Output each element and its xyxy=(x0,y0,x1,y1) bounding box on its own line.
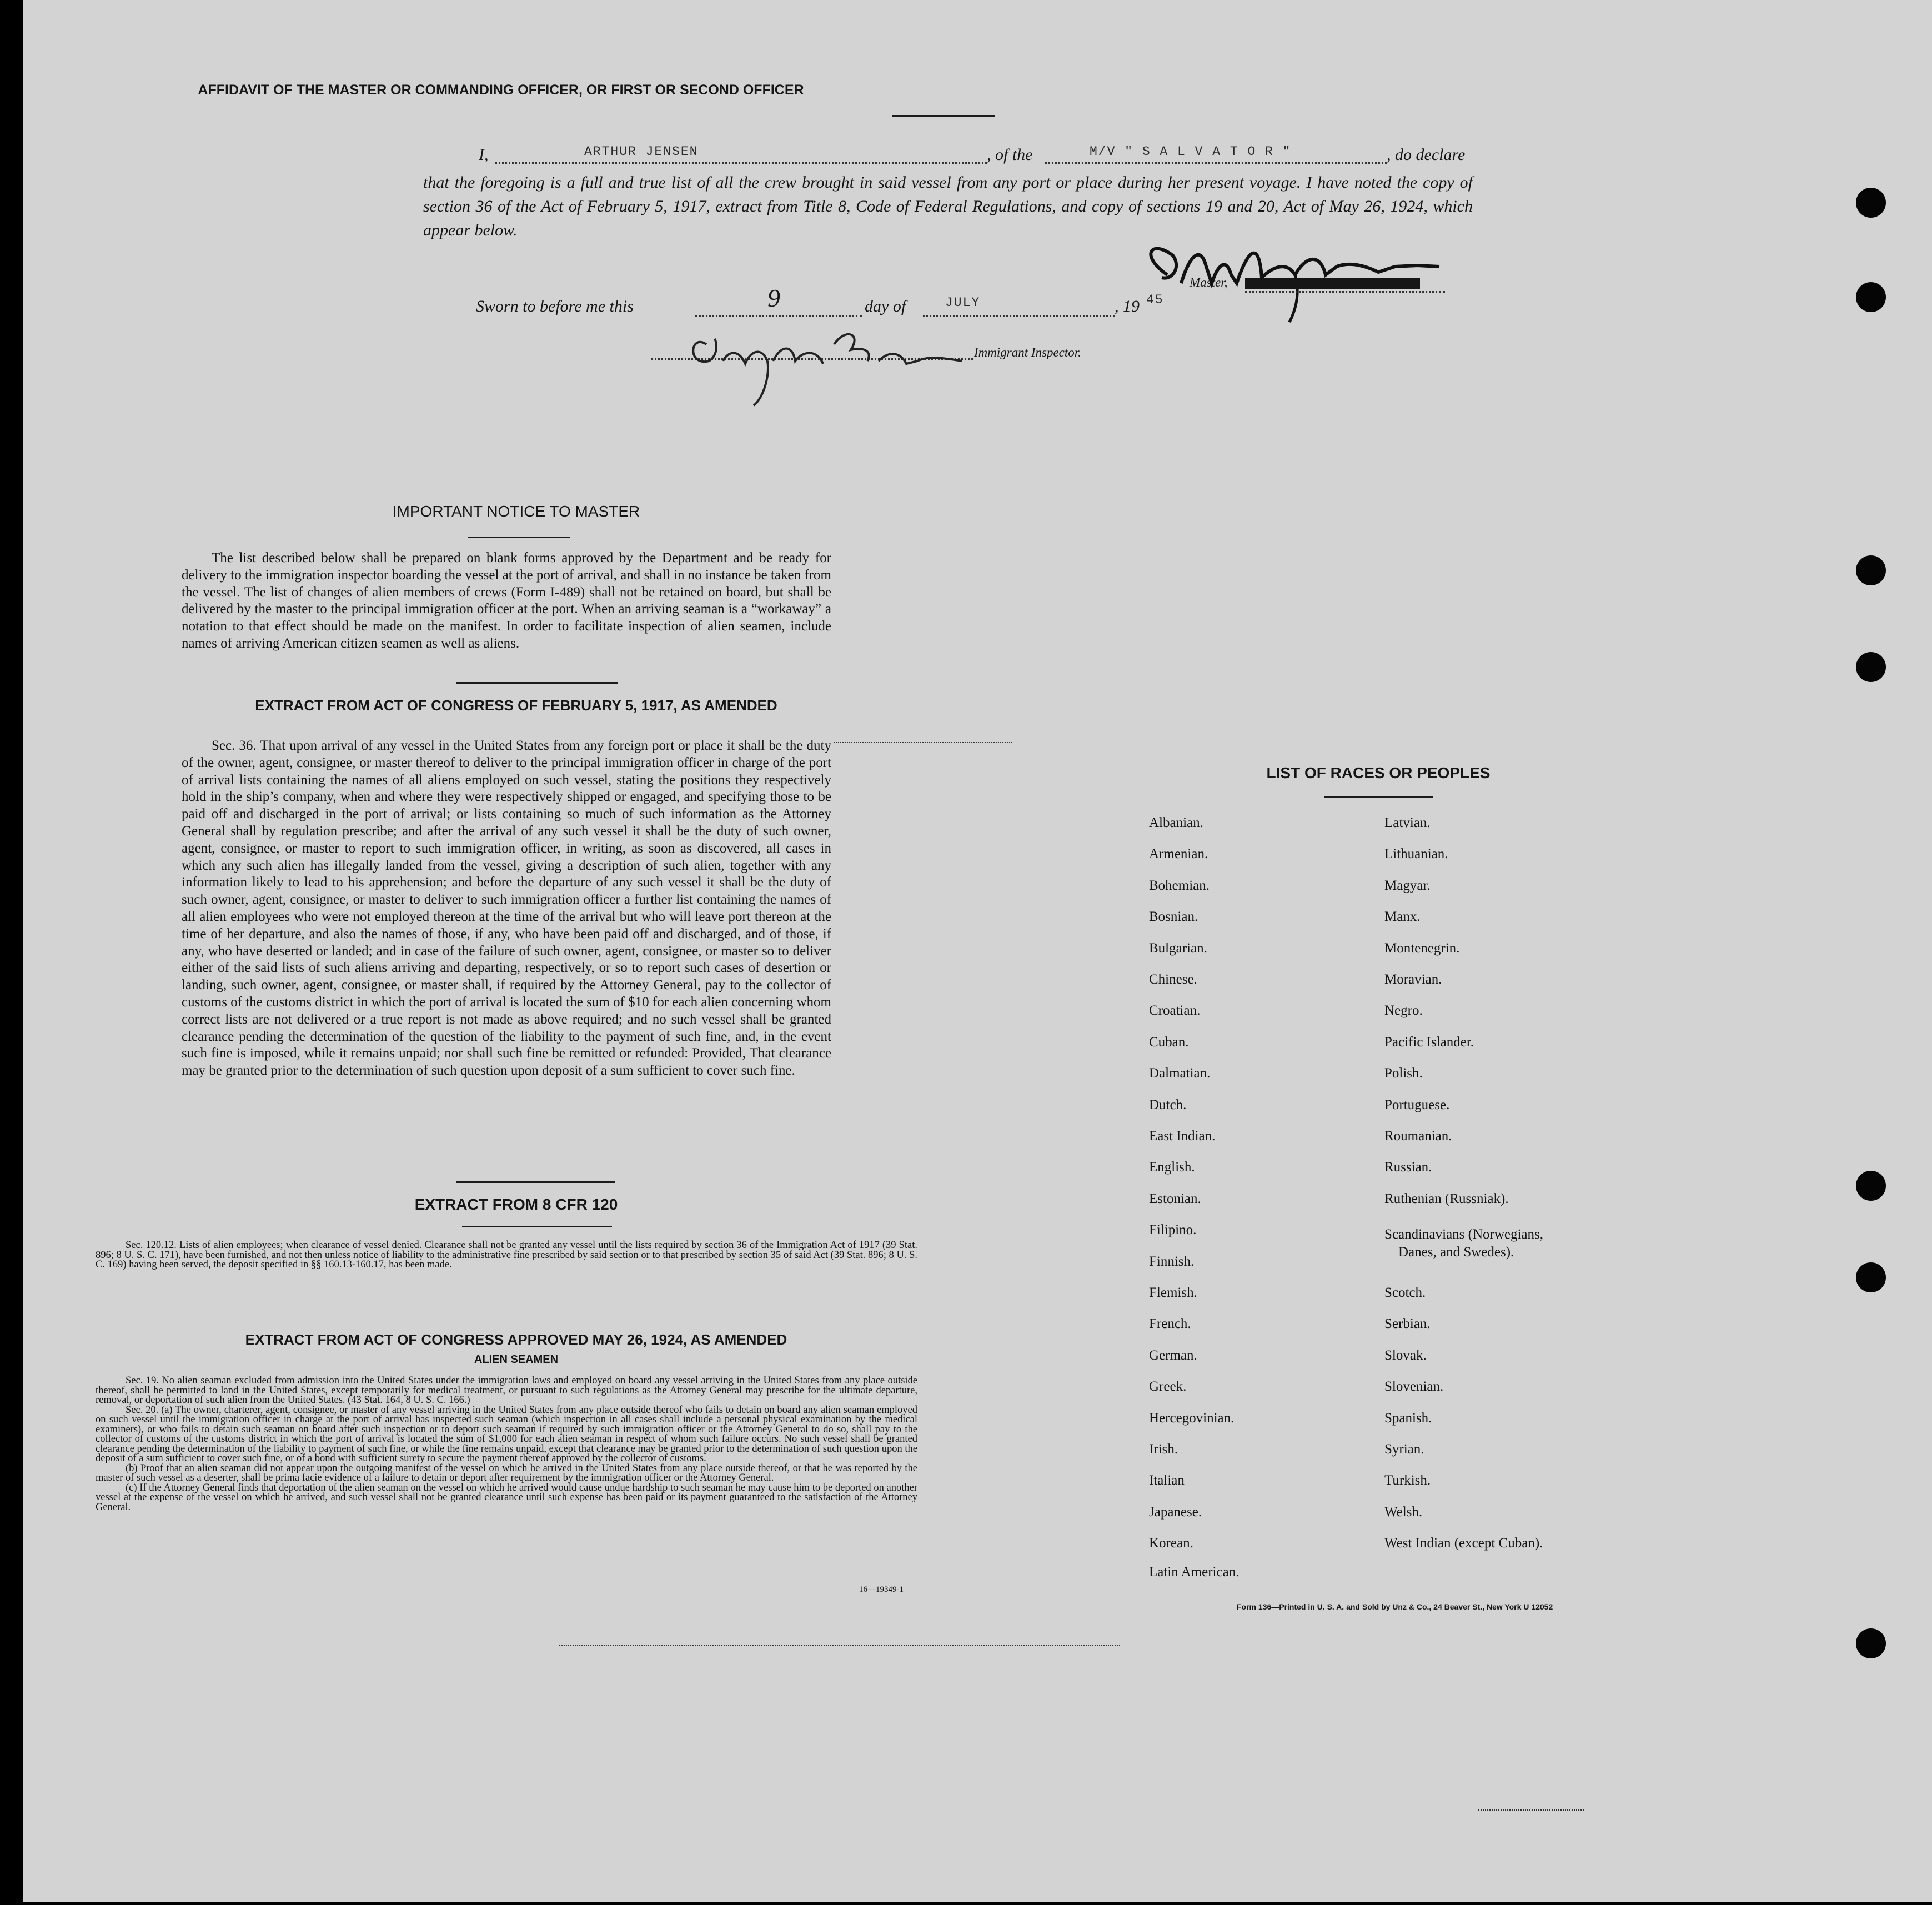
notice-paragraph: The list described below shall be prepared on blank forms approved by the Department and be ready for delivery to the immigration inspector boarding the vessel at the port of arrival, and shall in no instance be taken from the vessel. The list of changes of alien members of crews (Form I-489) shall not be retained on board, but shall be delivered by the master to the principal immigration officer at the port. When an arriving seaman is a “workaway” a notation to that effect should be made on the manifest. In order to facilitate inspection of alien seamen, include names of arriving American citizen seamen as well as aliens. xyxy=(182,550,831,651)
race-item: Armenian. xyxy=(1149,846,1208,861)
sworn-label: Sworn to before me this xyxy=(476,297,634,315)
race-item: Japanese. xyxy=(1149,1505,1202,1520)
word-i: I, xyxy=(479,146,489,164)
race-item: Scandinavians (Norwegians, xyxy=(1384,1227,1544,1242)
binder-hole xyxy=(1856,1262,1886,1292)
race-item: Slovenian. xyxy=(1384,1379,1444,1394)
race-item: Russian. xyxy=(1384,1160,1432,1175)
race-item: Welsh. xyxy=(1384,1505,1423,1520)
race-item: Syrian. xyxy=(1384,1442,1424,1457)
notice-end-rule xyxy=(456,682,618,684)
inspector-signature xyxy=(684,311,973,411)
race-item: German. xyxy=(1149,1348,1197,1363)
vessel-name: M/V " S A L V A T O R " xyxy=(1090,144,1292,159)
race-item: East Indian. xyxy=(1149,1129,1216,1144)
sworn-month: JULY xyxy=(945,295,981,310)
master-name-line xyxy=(495,162,987,164)
binder-hole xyxy=(1856,1628,1886,1658)
affidavit-body: that the foregoing is a full and true list of all the crew brought in said vessel from any port or place during her present voyage. I have noted the copy of section 36 of the Act of February 5, 1917, extract from Title 8, Code of Federal Regulations, and copy of sections 19 and 20, Act of May 26, 1924, which appear below. xyxy=(423,173,1473,239)
section-20a-text: Sec. 20. (a) The owner, charterer, agent, consignee, or master of any vessel arriving in the United States from any place outside thereof who fails to detain on board any alien seaman employed on such vessel until the immigration officer in charge at the port of arrival has inspected such seaman (which inspection in all cases shall include a personal physical examination by the medical examiners), or who fails to detain such seaman on board after such inspection or to deport such seaman if required by such immigration officer or the Attorney General to do so, shall pay to the collector of customs of the customs district in which the port of arrival is located the sum of $1,000 for each alien seaman in respect of whom such failure occurs. No such vessel shall be granted clearance pending the determination of the liability to payment of such fine, or while the fine remains unpaid, except that clearance may be granted prior to the determination of such question upon the deposit of a sum sufficient to cover such fine, or of a bond with sufficient surety to secure the payment thereof approved by the collector of customs. xyxy=(96,1404,917,1464)
race-item: Roumanian. xyxy=(1384,1129,1452,1144)
stray-dash-line xyxy=(1478,1809,1584,1811)
section-20c-text: (c) If the Attorney General finds that deportation of the alien seaman on the vessel on which he arrived would cause undue hardship to such seaman he may cause him to be deported on another vessel at the expense of the vessel on which he arrived, and such vessel shall not be granted clearance until such expense has been paid or its payment guaranteed to the satisfaction of the Attorney General. xyxy=(96,1482,917,1513)
race-item: Spanish. xyxy=(1384,1411,1432,1426)
extract-1924-body xyxy=(96,1376,917,1512)
race-item: Pacific Islander. xyxy=(1384,1035,1474,1050)
race-item: Dalmatian. xyxy=(1149,1066,1211,1081)
race-item: Croatian. xyxy=(1149,1003,1201,1018)
race-item: Scotch. xyxy=(1384,1285,1426,1300)
extract-1917-body xyxy=(182,738,831,1080)
form-code: 16—19349-1 xyxy=(859,1585,904,1594)
race-item: Magyar. xyxy=(1384,878,1431,893)
race-item: Turkish. xyxy=(1384,1473,1431,1488)
race-item: Latin American. xyxy=(1149,1565,1240,1580)
races-title: LIST OF RACES OR PEOPLES xyxy=(1266,764,1491,781)
race-item: Chinese. xyxy=(1149,972,1197,987)
stray-dash-line xyxy=(559,1645,1120,1646)
race-item: Flemish. xyxy=(1149,1285,1197,1300)
extract-1917-title: EXTRACT FROM ACT OF CONGRESS OF FEBRUARY 5, 1917, AS AMENDED xyxy=(255,697,777,714)
cfr-rule xyxy=(462,1226,612,1227)
race-item: Serbian. xyxy=(1384,1316,1431,1331)
race-item: Polish. xyxy=(1384,1066,1423,1081)
day-of-label: day of xyxy=(865,297,906,315)
inspector-label: Immigrant Inspector. xyxy=(974,345,1081,359)
race-item: Greek. xyxy=(1149,1379,1187,1394)
race-item: Latvian. xyxy=(1384,815,1431,830)
race-item: Dutch. xyxy=(1149,1097,1187,1112)
race-item: Bulgarian. xyxy=(1149,941,1207,956)
race-item: Korean. xyxy=(1149,1536,1193,1551)
race-item: Irish. xyxy=(1149,1442,1178,1457)
race-item: Albanian. xyxy=(1149,815,1203,830)
year-suffix: 45 xyxy=(1146,293,1164,307)
section-20b-text: (b) Proof that an alien seaman did not appear upon the outgoing manifest of the vessel on which he arrived in the United States from any place outside thereof, or that he was reported by the master of such vessel as a deserter, shall be prima facie evidence of a failure to detain or deport after requirement by the immigration officer or the Attorney General. xyxy=(96,1462,917,1483)
notice-rule xyxy=(468,537,570,538)
race-item: Cuban. xyxy=(1149,1035,1189,1050)
binder-hole xyxy=(1856,1171,1886,1201)
race-item: English. xyxy=(1149,1160,1195,1175)
race-item: Portuguese. xyxy=(1384,1097,1450,1112)
race-item: Negro. xyxy=(1384,1003,1423,1018)
race-item: Montenegrin. xyxy=(1384,941,1460,956)
race-item: Bohemian. xyxy=(1149,878,1210,893)
section-36-text: Sec. 36. That upon arrival of any vessel in the United States from any foreign port or place it shall be the duty of the owner, agent, consignee, or master thereof to deliver to the principal immigration officer in charge of the port of arrival lists containing the names of all aliens employed on such vessel, stating the positions they respectively hold in the ship’s company, when and where they were respectively shipped or engaged, and specifying those to be paid off and discharged in the port of arrival; or lists containing so much of such information as the Attorney General shall by regulation prescribe; and after the arrival of any such vessel it shall be the duty of such owner, agent, consignee, or master to report to such immigration officer, in writing, as soon as discovered, all cases in which any such alien has illegally landed from the vessel, giving a description of such alien, together with any information likely to lead to his apprehension; and before the departure of any such vessel it shall be the duty of such owner, agent, consignee, or master to deliver to such immigration officer a further list containing the names of all alien employees who were not employed thereon at the time of the arrival but who will leave port thereon at the time of her departure, and also the names of those, if any, who have been paid off and discharged, and of those, if any, who have deserted or landed; and in case of the failure of such owner, agent, consignee, or master so to deliver either of the said lists of such aliens arriving and departing, respectively, or so to report such cases of desertion or landing, such owner, agent, consignee, or master shall, if required by the Attorney General, pay to the collector of customs of the customs district in which the port of arrival is located the sum of $10 for each alien concerning whom correct lists are not delivered or a true report is not made as above required; and no such vessel shall be granted clearance pending the determination of the question of the liability to the payment of such fine, and, in the event such fine is imposed, while it remains unpaid; nor shall such fine be remitted or refunded: Provided, That clearance may be granted prior to the determination of such question upon deposit of a sum sufficient to cover such fine. xyxy=(182,738,831,1079)
extract-1917-end-rule xyxy=(456,1181,615,1183)
document-page xyxy=(23,0,1932,1902)
race-item: Filipino. xyxy=(1149,1222,1197,1237)
race-item: French. xyxy=(1149,1316,1191,1331)
cfr-title: EXTRACT FROM 8 CFR 120 xyxy=(414,1196,618,1213)
race-item: West Indian (except Cuban). xyxy=(1384,1536,1543,1551)
section-19-text: Sec. 19. No alien seaman excluded from admission into the United States under the immigration laws and employed on board any vessel arriving in the United States from any place outside thereof, shall be permitted to land in the United States, except temporarily for medical treatment, or pursuant to such regulations as the Attorney General may prescribe for the ultimate departure, removal, or deportation of such alien from the United States. (43 Stat. 164, 8 U. S. C. 166.) xyxy=(96,1375,917,1406)
stray-dash-line xyxy=(834,742,1012,743)
cfr-text: Sec. 120.12. Lists of alien employees; when clearance of vessel denied. Clearance shall not be granted any vessel until the lists required by section 36 of the Immigration Act of 1917 (39 Stat. 896; 8 U. S. C. 171), have been furnished, and not then unless notice of liability to the administrative fine prescribed by said section or to that prescribed by section 35 of said Act (39 Stat. 896; 8 U. S. C. 169) having been served, the deposit specified in §§ 160.13-160.17, has been made. xyxy=(96,1240,917,1270)
race-item: Finnish. xyxy=(1149,1254,1195,1269)
declare-label: , do declare xyxy=(1387,146,1466,164)
affidavit-title: AFFIDAVIT OF THE MASTER OR COMMANDING OFFICER, OR FIRST OR SECOND OFFICER xyxy=(198,82,804,98)
race-item: Lithuanian. xyxy=(1384,846,1448,861)
master-line xyxy=(1245,291,1445,293)
year-prefix: , 19 xyxy=(1115,297,1140,315)
printer-imprint: Form 136—Printed in U. S. A. and Sold by Unz & Co., 24 Beaver St., New York U 12052 xyxy=(1237,1602,1553,1611)
race-item: Italian xyxy=(1149,1473,1185,1488)
of-the-label: , of the xyxy=(987,146,1033,164)
races-rule xyxy=(1324,796,1433,798)
extract-1924-title: EXTRACT FROM ACT OF CONGRESS APPROVED MAY 26, 1924, AS AMENDED xyxy=(245,1331,787,1348)
race-item: Ruthenian (Russniak). xyxy=(1384,1191,1509,1206)
binder-hole xyxy=(1856,652,1886,682)
race-item: Moravian. xyxy=(1384,972,1442,987)
race-item: Danes, and Swedes). xyxy=(1398,1245,1514,1260)
notice-title: IMPORTANT NOTICE TO MASTER xyxy=(392,503,640,520)
race-item: Manx. xyxy=(1384,909,1421,924)
binder-hole xyxy=(1856,188,1886,218)
vessel-line xyxy=(1045,162,1387,164)
race-item: Slovak. xyxy=(1384,1348,1427,1363)
alien-seamen-subtitle: ALIEN SEAMEN xyxy=(474,1353,559,1366)
binder-hole xyxy=(1856,282,1886,312)
race-item: Estonian. xyxy=(1149,1191,1201,1206)
master-label: Master, xyxy=(1190,275,1228,289)
master-name: ARTHUR JENSEN xyxy=(584,144,699,159)
binder-hole xyxy=(1856,555,1886,585)
race-item: Hercegovinian. xyxy=(1149,1411,1235,1426)
title-rule xyxy=(892,115,995,117)
cfr-body xyxy=(96,1241,917,1270)
sworn-day: 9 xyxy=(767,284,780,312)
race-item: Bosnian. xyxy=(1149,909,1198,924)
notice-body xyxy=(182,550,831,653)
struck-title xyxy=(1245,278,1420,289)
